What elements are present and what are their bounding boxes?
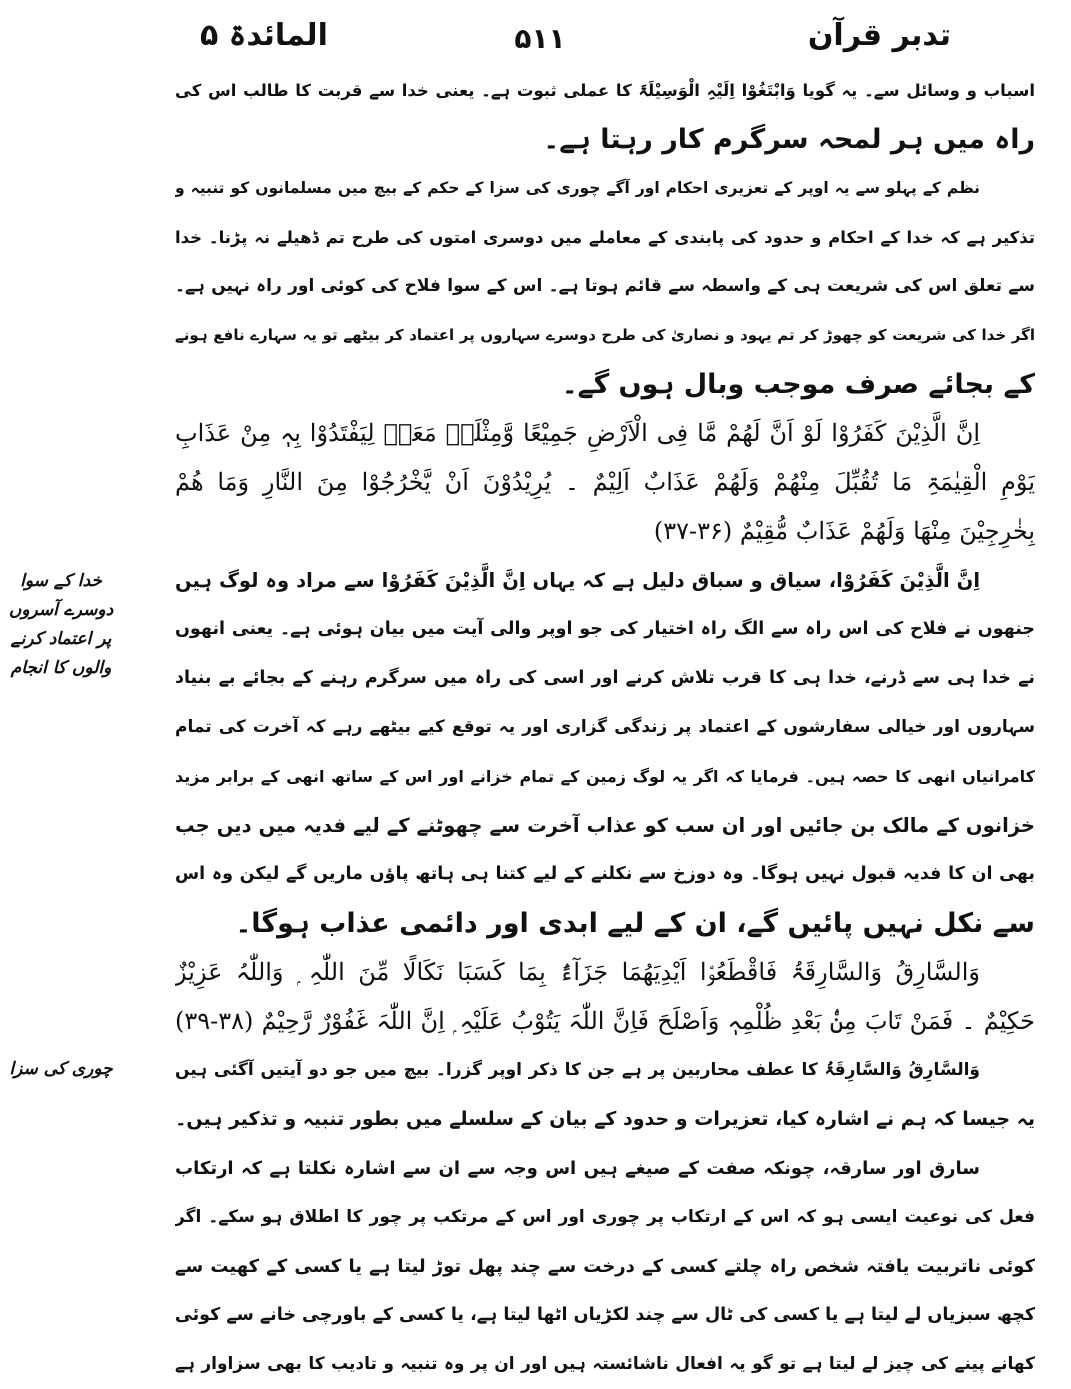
text-line: اگر خدا کی شریعت کو چھوڑ کر تم یہود و نصاریٰ کی طرح دوسرے سہاروں پر اعتماد کر بیٹھے تو یہ سہارے نافع ہونے [175, 326, 1035, 344]
text-line: سے نکل نہیں پائیں گے، ان کے لیے ابدی اور دائمی عذاب ہوگا۔ [235, 908, 1035, 939]
text-line: کامرانیاں انھی کا حصہ ہیں۔ فرمایا کہ اگر یہ لوگ زمین کے تمام خزانے اور اس کے ساتھ انھی کے برابر مزید [175, 767, 1035, 786]
text-line: کوئی ناتربیت یافتہ شخص راہ چلتے کسی کے درخت سے چند پھل توڑ لیتا ہے یا کسی کے کھیت سے [175, 1256, 1035, 1277]
text-line: یہ جیسا کہ ہم نے اشارہ کیا، تعزیرات و حدود کے بیان کے سلسلے میں بطور تنبیہ و تذکیر ہیں۔ [175, 1108, 1035, 1130]
text-line: خزانوں کے مالک بن جائیں اور ان سب کو عذاب آخرت سے چھوٹنے کے لیے فدیہ میں دیں جب [175, 814, 1035, 837]
text-line: کھانے پینے کی چیز لے لیتا ہے تو گو یہ افعال ناشائستہ ہیں اور ان پر وہ تنبیہ و تادیب کا بھی سزاوار ہے [175, 1354, 1035, 1374]
text-line: کچھ سبزیاں لے لیتا ہے یا کسی کی ٹال سے چند لکڑیاں اٹھا لیتا ہے، یا کسی کے باورچی خانے سے کوئی [175, 1305, 1035, 1325]
ayah-line: حَکِیْمٌ ۔ فَمَنْ تَابَ مِنْۢ بَعْدِ ظُلْمِہٖ وَاَصْلَحَ فَاِنَّ اللّٰہَ یَتُوْبُ عَلَیْہِ ۭ اِنَّ اللّٰہَ غَفُوْرٌ رَّحِیْمٌ (۳۸-۳۹) [175, 1007, 1035, 1035]
margin-note: چوری کی سزا [9, 1059, 113, 1079]
text-line: سہاروں اور خیالی سفارشوں کے اعتماد پر زندگی گزاری اور یہ توقع کیے بیٹھے رہے کہ آخرت کی تمام [175, 717, 1035, 737]
text-line: نظم کے پہلو سے یہ اوپر کے تعزیری احکام اور آگے چوری کی سزا کے حکم کے بیچ میں مسلمانوں کو تنبیہ و [175, 179, 980, 197]
text-line: وَالسَّارِقُ وَالسَّارِقَۃُ کا عطف محاربین پر ہے جن کا ذکر اوپر گزرا۔ بیچ میں جو دو آیتیں آگئی ہیں [175, 1060, 980, 1080]
text-line: بھی ان کا فدیہ قبول نہیں ہوگا۔ وہ دوزخ سے نکلنے کے لیے کتنا ہی ہاتھ پاؤں ماریں گے لیکن وہ اس [175, 864, 1035, 884]
ayah-line: یَوْمِ الْقِیٰمَۃِ مَا تُقُبِّلَ مِنْھُمْ وَلَھُمْ عَذَابٌ اَلِیْمٌ ۔ یُرِیْدُوْنَ اَنْ یَّخْرُجُوْا مِنَ النَّارِ وَمَا ھُمْ [175, 468, 1035, 496]
text-line: راہ میں ہر لمحہ سرگرم کار رہتا ہے۔ [543, 124, 1035, 155]
text-line: کے بجائے صرف موجب وبال ہوں گے۔ [561, 369, 1035, 400]
ayah-line: اِنَّ الَّذِیْنَ کَفَرُوْا لَوْ اَنَّ لَھُمْ مَّا فِی الْاَرْضِ جَمِیْعًا وَّمِثْلَہٗ مَعَہٗ لِیَفْتَدُوْا بِہٖ مِنْ عَذَابِ [175, 419, 980, 447]
text-line: فعل کی نوعیت ایسی ہو کہ اس کے ارتکاب پر چوری اور اس کے مرتکب پر چور کا اطلاق ہو سکے۔ اگر [175, 1207, 1035, 1227]
text-line: جنھوں نے فلاح کی اس راہ سے الگ راہ اختیار کی جو اوپر والی آیت میں بیان ہوئی ہے۔ یعنی انھوں [175, 619, 1035, 639]
text-line: اسباب و وسائل سے۔ یہ گویا وَابْتَغُوْا اِلَیْہِ الْوَسِیْلَۃَ کا عملی ثبوت ہے۔ یعنی خدا سے قربت کا طالب اس کی [175, 81, 1035, 100]
ayah-line: بِخٰرِجِیْنَ مِنْھَا وَلَھُمْ عَذَابٌ مُّقِیْمٌ (۳۶-۳۷) [653, 517, 1035, 545]
text-line: سے تعلق اس کی شریعت ہی کے واسطہ سے قائم ہوتا ہے۔ اس کے سوا فلاح کی کوئی اور راہ نہیں ہے۔ [175, 276, 1035, 296]
ayah-line: وَالسَّارِقُ وَالسَّارِقَۃُ فَاقْطَعُوْۤا اَیْدِیَھُمَا جَزَآءًۢ بِمَا کَسَبَا نَکَالًا مِّنَ اللّٰہِ ۭ وَاللّٰہُ عَزِیْزٌ [175, 958, 980, 986]
text-line: تذکیر ہے کہ خدا کے احکام و حدود کی پابندی کے معاملے میں دوسری امتوں کی طرح تم ڈھیلے نہ پڑنا۔ خدا [175, 228, 1035, 247]
margin-note: خدا کے سوا دوسرے آسروں پر اعتماد کرنے والوں کا انجام [8, 571, 114, 678]
body-text [175, 66, 1035, 1389]
text-line: سارق اور سارقہ، چونکہ صفت کے صیغے ہیں اس وجہ سے ان سے اشارہ نکلتا ہے کہ ارتکاب [175, 1158, 980, 1179]
text-line: اِنَّ الَّذِیْنَ کَفَرُوْا، سیاق و سباق دلیل ہے کہ یہاں اِنَّ الَّذِیْنَ کَفَرُوْا سے مراد وہ لوگ ہیں [175, 569, 980, 592]
page-header [0, 12, 1071, 66]
book-title: تدبر قرآن [807, 18, 951, 53]
surah-title: المائدۃ ۵ [200, 18, 328, 53]
page-number: ۵۱۱ [514, 22, 566, 55]
text-line: نے خدا ہی سے ڈرنے، خدا ہی کا قرب تلاش کرنے اور اسی کی راہ میں سرگرم رہنے کے بجائے بے بنیاد [175, 668, 1035, 688]
